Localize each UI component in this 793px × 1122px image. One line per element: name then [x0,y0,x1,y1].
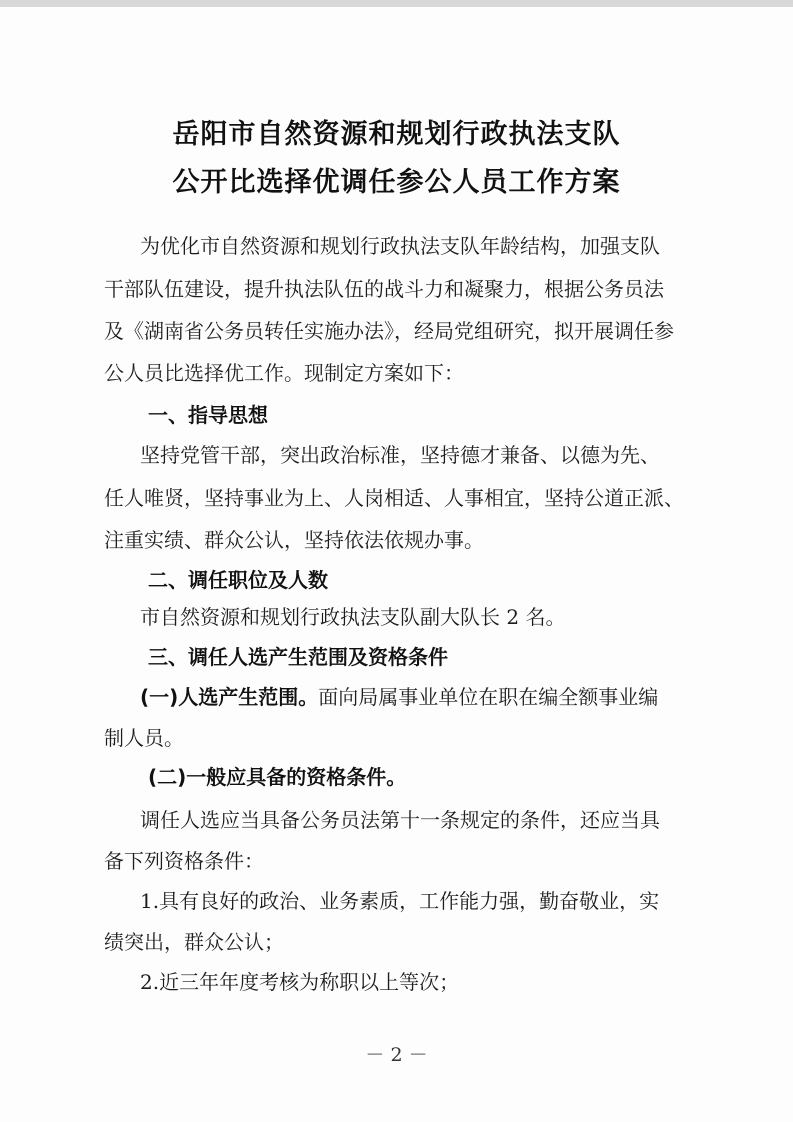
section2-heading: 二、调任职位及人数 [148,568,328,592]
item1-line-2: 绩突出，群众公认； [104,930,284,954]
document-title-line2: 公开比选择优调任参公人员工作方案 [172,167,621,198]
section1-line-1: 坚持党管干部，突出政治标准，坚持德才兼备、以德为先、 [140,443,660,467]
sub2-line-2: 备下列资格条件： [104,849,264,873]
sub1-text: 面向局属事业单位在职在编全额事业编 [318,685,659,709]
section3-sub2-label: (二)一般应具备的资格条件。 [148,765,407,789]
intro-line-4: 公人员比选择优工作。现制定方案如下： [104,361,464,385]
section3-sub1-cont: 制人员。 [104,726,184,750]
section1-line-2: 任人唯贤，坚持事业为上、人岗相适、人事相宜，坚持公道正派、 [104,486,684,510]
section2-line: 市自然资源和规划行政执法支队副大队长 2 名。 [140,605,566,629]
item1-line-1: 1.具有良好的政治、业务素质，工作能力强，勤奋敬业，实 [140,889,660,913]
section1-heading: 一、指导思想 [148,403,268,427]
page-number: － 2 － [365,1044,428,1066]
section3-heading: 三、调任人选产生范围及资格条件 [148,645,448,669]
sub1-label: (一)人选产生范围。 [140,685,319,709]
section1-line-3: 注重实绩、群众公认，坚持依法依规办事。 [104,528,484,552]
intro-line-3: 及《湖南省公务员转任实施办法》，经局党组研究，拟开展调任参 [104,319,674,343]
intro-line-1: 为优化市自然资源和规划行政执法支队年龄结构，加强支队 [140,234,660,258]
section3-sub1-line [140,683,658,711]
intro-line-2: 干部队伍建设，提升执法队伍的战斗力和凝聚力，根据公务员法 [104,277,664,301]
scan-edge [0,0,793,7]
item2-line: 2.近三年年度考核为称职以上等次； [140,970,460,994]
sub2-line-1: 调任人选应当具备公务员法第十一条规定的条件，还应当具 [140,808,660,832]
document-title-line1: 岳阳市自然资源和规划行政执法支队 [172,119,621,150]
